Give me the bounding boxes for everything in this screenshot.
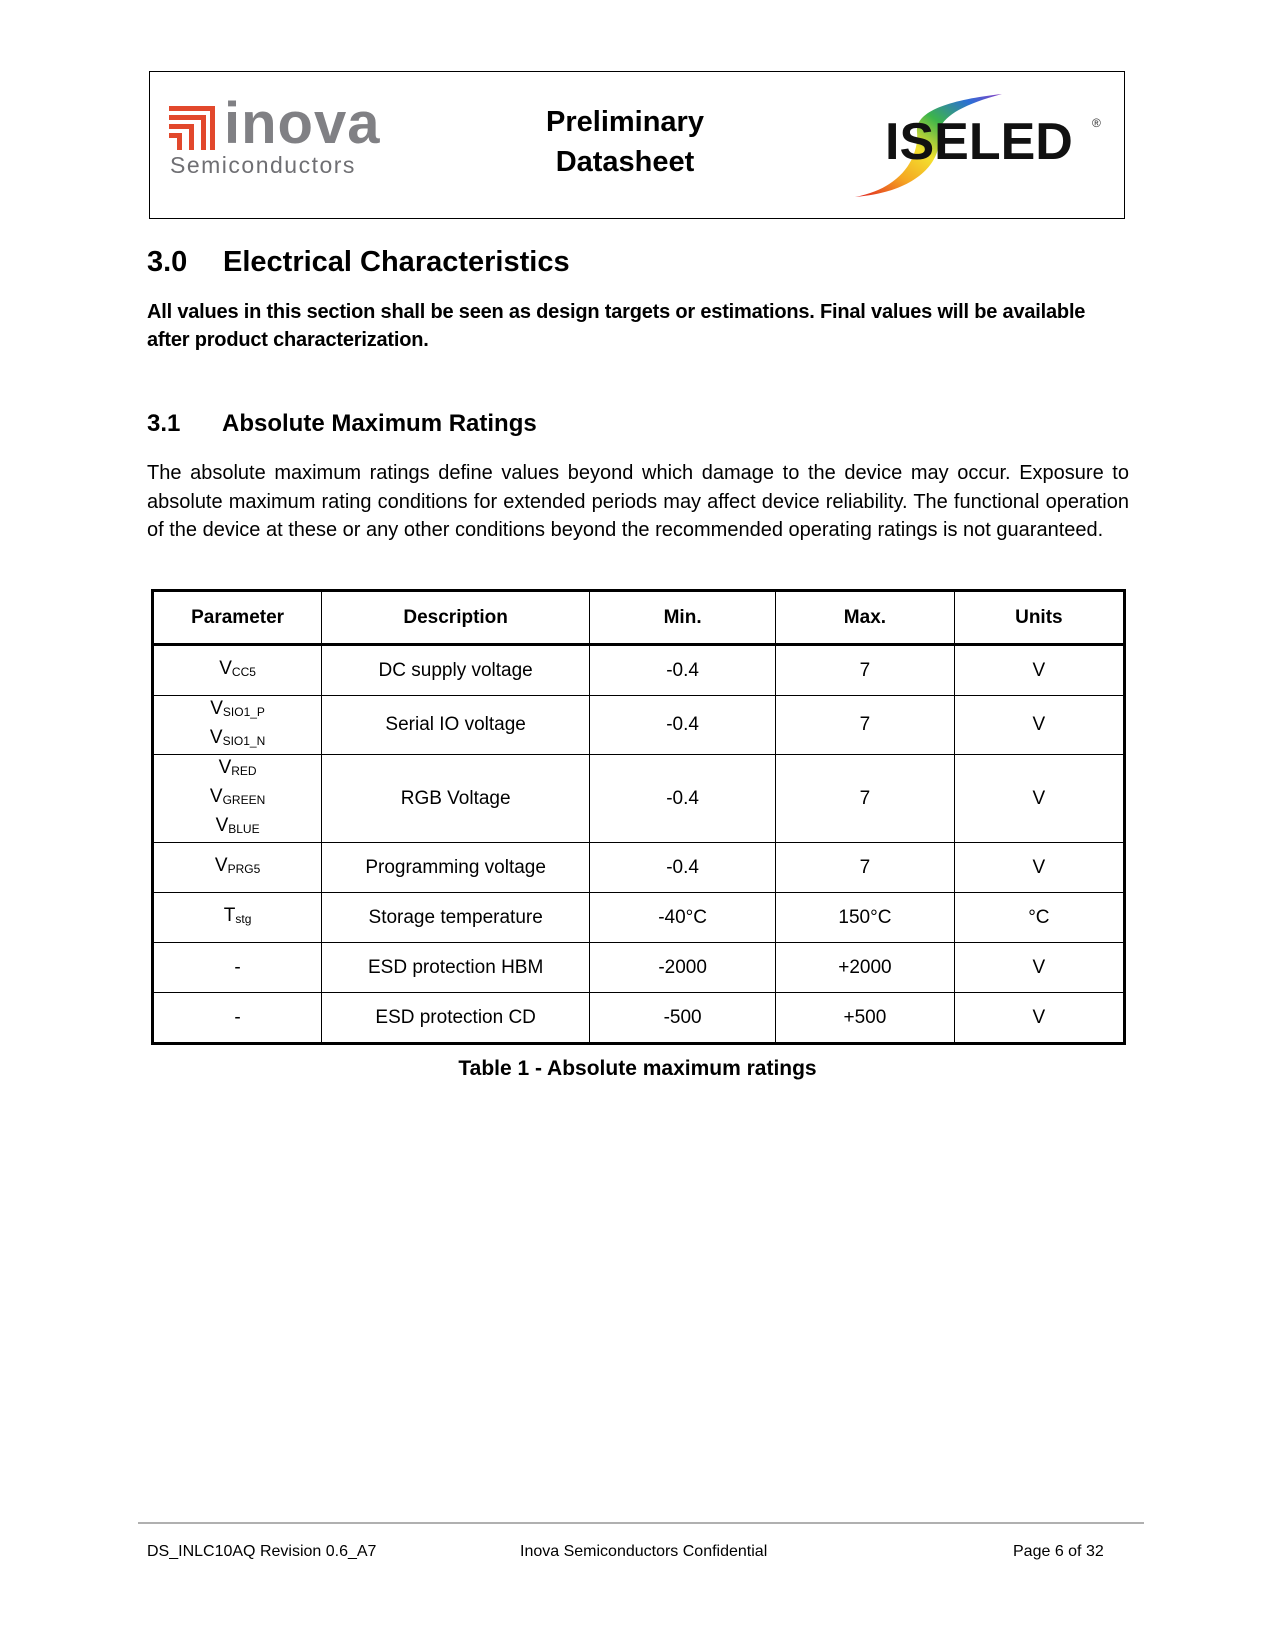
subsection-number: 3.1: [147, 410, 181, 437]
inova-subtitle: Semiconductors: [170, 152, 356, 178]
cell-min: -0.4: [590, 843, 776, 893]
parameter-base: V: [214, 855, 228, 876]
cell-min: -2000: [590, 943, 776, 993]
cell-units: °C: [954, 893, 1124, 943]
parameter-subscript: SIO1_N: [222, 734, 266, 748]
cell-description: ESD protection CD: [322, 993, 590, 1044]
inova-mark-icon: [169, 106, 217, 150]
cell-units: V: [954, 943, 1124, 993]
inova-logo: [169, 91, 419, 181]
cell-description: Programming voltage: [322, 843, 590, 893]
subsection-title: Absolute Maximum Ratings: [222, 410, 537, 437]
parameter-subscript: SIO1_P: [222, 705, 265, 719]
parameter-base: -: [234, 1006, 241, 1028]
footer-document-id: DS_INLC10AQ Revision 0.6_A7: [147, 1543, 377, 1560]
cell-units: V: [954, 696, 1124, 755]
iseled-wordmark: ISELED: [885, 113, 1073, 171]
cell-units: V: [954, 993, 1124, 1044]
cell-max: +500: [776, 993, 955, 1044]
footer-divider: [138, 1522, 1144, 1524]
cell-max: 7: [776, 645, 955, 696]
cell-parameter: [153, 645, 322, 696]
design-target-note: All values in this section shall be seen as design targets or estimations. Final values will be available after product characterization.: [147, 301, 1086, 351]
parameter-symbol: [154, 903, 321, 932]
document-header: [149, 71, 1125, 219]
cell-min: -500: [590, 993, 776, 1044]
parameter-base: V: [210, 698, 223, 719]
header-parameter: Parameter: [153, 591, 322, 645]
parameter-subscript: CC5: [231, 665, 256, 679]
subsection-heading: [147, 410, 537, 438]
cell-max: +2000: [776, 943, 955, 993]
parameter-base: V: [219, 658, 232, 679]
cell-units: V: [954, 843, 1124, 893]
parameter-base: V: [209, 786, 223, 807]
header-max: Max.: [776, 591, 955, 645]
section-number: 3.0: [147, 246, 188, 278]
parameter-base: V: [209, 727, 223, 748]
parameter-base: V: [215, 815, 229, 836]
section-title: Electrical Characteristics: [223, 246, 570, 278]
cell-min: -0.4: [590, 645, 776, 696]
table-row: [153, 993, 1125, 1044]
table-row: [153, 755, 1125, 843]
cell-min: -0.4: [590, 696, 776, 755]
inova-wordmark: inova: [224, 91, 381, 156]
header-description: Description: [322, 591, 590, 645]
cell-description: Serial IO voltage: [322, 696, 590, 755]
table-body: [153, 645, 1125, 1044]
cell-units: V: [954, 755, 1124, 843]
cell-parameter: [153, 993, 322, 1044]
parameter-symbol: [154, 696, 321, 725]
cell-max: 7: [776, 696, 955, 755]
doc-type-line-1: Preliminary: [546, 106, 704, 138]
table-caption: Table 1 - Absolute maximum ratings: [458, 1057, 817, 1080]
intro-paragraph: The absolute maximum ratings define values beyond which damage to the device may occur. Exposure to absolute maximum rating conditions for extended periods may affect device reliability. The functional operation of the device at these or any other conditions beyond the recommended operating ratings is not guaranteed.: [147, 462, 1129, 541]
table-row: [153, 696, 1125, 755]
cell-units: V: [954, 645, 1124, 696]
cell-description: RGB Voltage: [322, 755, 590, 843]
cell-description: DC supply voltage: [322, 645, 590, 696]
parameter-symbol: [154, 813, 321, 842]
document-type: [500, 102, 750, 182]
parameter-symbol: [154, 955, 321, 981]
cell-parameter: [153, 843, 322, 893]
parameter-symbol: [154, 853, 321, 882]
header-min: Min.: [590, 591, 776, 645]
parameter-subscript: RED: [231, 764, 257, 778]
section-heading: [147, 246, 570, 279]
cell-min: -0.4: [590, 755, 776, 843]
cell-parameter: [153, 696, 322, 755]
table-row: [153, 843, 1125, 893]
cell-max: 150°C: [776, 893, 955, 943]
parameter-subscript: BLUE: [228, 822, 260, 836]
parameter-base: V: [218, 757, 232, 778]
header-units: Units: [954, 591, 1124, 645]
cell-parameter: [153, 943, 322, 993]
parameter-symbol: [154, 725, 321, 754]
table-row: [153, 645, 1125, 696]
parameter-symbol: [154, 784, 321, 813]
parameter-subscript: GREEN: [222, 793, 266, 807]
parameter-base: -: [234, 956, 241, 978]
footer-confidential: Inova Semiconductors Confidential: [520, 1543, 768, 1560]
registered-mark: ®: [1092, 116, 1101, 130]
footer-page-number: Page 6 of 32: [1013, 1543, 1104, 1560]
parameter-symbol: [154, 755, 321, 784]
parameter-subscript: PRG5: [227, 862, 261, 876]
table-row: [153, 893, 1125, 943]
cell-description: ESD protection HBM: [322, 943, 590, 993]
parameter-symbol: [154, 1005, 321, 1031]
parameter-subscript: stg: [235, 912, 252, 926]
absolute-max-ratings-table: [151, 589, 1126, 1045]
cell-parameter: [153, 893, 322, 943]
cell-parameter: [153, 755, 322, 843]
parameter-base: T: [223, 905, 236, 926]
cell-description: Storage temperature: [322, 893, 590, 943]
cell-min: -40°C: [590, 893, 776, 943]
table-row: [153, 943, 1125, 993]
cell-max: 7: [776, 755, 955, 843]
cell-max: 7: [776, 843, 955, 893]
parameter-symbol: [154, 656, 321, 685]
iseled-logo: [847, 92, 1117, 202]
table-header-row: [153, 591, 1125, 645]
doc-type-line-2: Datasheet: [555, 146, 695, 178]
